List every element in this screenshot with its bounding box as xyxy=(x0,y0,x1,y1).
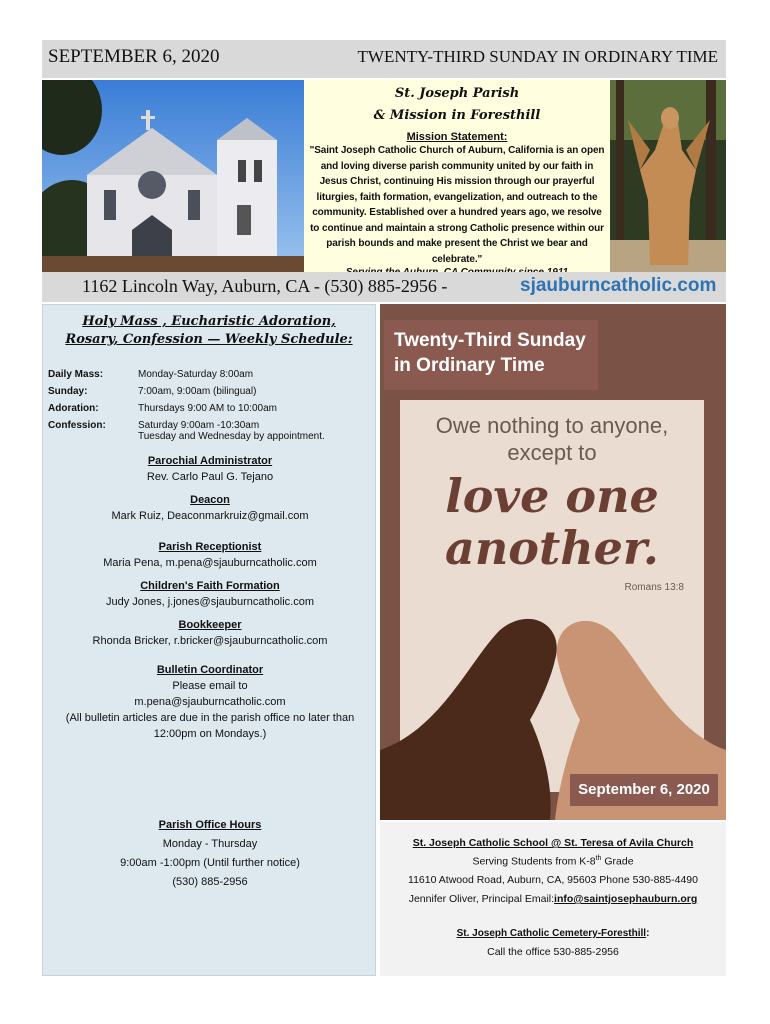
poster-date: September 6, 2020 xyxy=(570,774,718,806)
schedule-label: Confession: xyxy=(48,420,106,431)
staff-detail: Rhonda Bricker, r.bricker@sjauburncatholic.com xyxy=(92,635,328,647)
poster-quote-main xyxy=(400,470,704,574)
staff-role: Parochial Administrator xyxy=(147,455,273,467)
poster-title xyxy=(384,320,598,390)
schedule-column xyxy=(42,304,376,976)
office-hours-time: 9:00am -1:00pm (Until further notice) xyxy=(120,857,300,869)
school-grades xyxy=(380,855,726,868)
principal-label: Jennifer Oliver, Principal Email: xyxy=(408,893,555,905)
mission-name: & Mission in Foresthill xyxy=(373,108,541,123)
schedule-value: 7:00am, 9:00am (bilingual) xyxy=(138,386,257,397)
staff-deacon xyxy=(43,492,377,524)
mission-statement-box xyxy=(304,80,610,272)
parish-name: St. Joseph Parish xyxy=(394,86,520,101)
schedule-value: Tuesday and Wednesday by appointment. xyxy=(138,431,325,442)
staff-role: Deacon xyxy=(190,494,230,506)
cemetery-call: Call the office 530-885-2956 xyxy=(487,946,619,958)
poster-verse: Romans 13:8 xyxy=(624,582,684,593)
schedule-value: Thursdays 9:00 AM to 10:00am xyxy=(138,403,277,414)
bulletin-header xyxy=(42,40,726,78)
schedule-label: Sunday: xyxy=(48,386,88,397)
office-days: Monday - Thursday xyxy=(162,838,258,850)
poster-card xyxy=(400,400,704,792)
staff-faith-formation xyxy=(43,578,377,610)
cemetery-name: St. Joseph Catholic Cemetery-Foresthill xyxy=(456,928,647,939)
quote-line3: love one xyxy=(445,469,659,523)
office-phone: (530) 885-2956 xyxy=(172,876,248,888)
address-bar xyxy=(42,272,726,302)
principal-email-link[interactable]: info@saintjosephauburn.org xyxy=(554,893,698,905)
church-photo xyxy=(42,80,304,272)
staff-role: Bookkeeper xyxy=(178,619,242,631)
sunday-poster xyxy=(380,304,726,820)
mission-statement-text: "Saint Joseph Catholic Church of Auburn, California is an open and loving diverse parish community united by our faith in Jesus Christ, continuing His mission through our prayerful liturgies, faith formation, evangelization, and outreach to the community. Established over a hundred years ago, we resolve to continue and maintain a strong Catholic presence within our parish bounds and make present the Christ we bear and celebrate." xyxy=(309,145,605,265)
staff-role: Children's Faith Formation xyxy=(140,580,280,592)
office-hours xyxy=(43,816,377,892)
staff-detail: Rev. Carlo Paul G. Tejano xyxy=(146,471,274,483)
staff-detail: m.pena@sjauburncatholic.com xyxy=(134,696,286,708)
staff-role: Parish Receptionist xyxy=(158,541,262,553)
staff-parochial-administrator xyxy=(43,453,377,485)
quote-line1: Owe nothing to anyone, xyxy=(435,413,669,438)
staff-bulletin-coordinator xyxy=(43,662,377,742)
staff-receptionist xyxy=(43,539,377,571)
school-info-box xyxy=(380,822,726,976)
quote-line2: except to xyxy=(507,440,597,465)
school-principal xyxy=(380,893,726,905)
school-grades-sup: th xyxy=(595,855,602,862)
staff-bookkeeper xyxy=(43,617,377,649)
staff-detail: Mark Ruiz, Deaconmarkruiz@gmail.com xyxy=(111,510,309,522)
cemetery-colon: : xyxy=(646,928,650,939)
cemetery-title xyxy=(380,928,726,939)
schedule-label: Daily Mass: xyxy=(48,369,104,380)
school-address: 11610 Atwood Road, Auburn, CA, 95603 Phone 530-885-4490 xyxy=(408,874,698,886)
website-link[interactable]: sjauburncatholic.com xyxy=(520,275,717,296)
staff-detail: (All bulletin articles are due in the parish office no later than xyxy=(65,712,355,724)
liturgical-day: TWENTY-THIRD SUNDAY IN ORDINARY TIME xyxy=(357,47,718,66)
schedule-value: Monday-Saturday 8:00am xyxy=(138,369,254,380)
poster-quote-top xyxy=(400,412,704,466)
poster-title-line2: in Ordinary Time xyxy=(394,355,545,376)
schedule-title-line2: Rosary, Confession — Weekly Schedule: xyxy=(65,332,353,347)
school-grades-text: Serving Students from K-8 xyxy=(472,855,596,868)
office-hours-title: Parish Office Hours xyxy=(158,819,262,831)
parish-address: 1162 Lincoln Way, Auburn, CA - (530) 885-2956 - xyxy=(82,276,448,296)
staff-detail: Maria Pena, m.pena@sjauburncatholic.com xyxy=(103,557,317,569)
poster-title-line1: Twenty-Third Sunday xyxy=(394,330,586,351)
staff-detail: Please email to xyxy=(172,680,248,692)
schedule-value: Saturday 9:00am -10:30am xyxy=(138,420,260,431)
staff-detail: 12:00pm on Mondays.) xyxy=(153,728,267,740)
school-title: St. Joseph Catholic School @ St. Teresa of Avila Church xyxy=(412,837,694,849)
schedule-title-line1: Holy Mass , Eucharistic Adoration, xyxy=(82,314,336,329)
staff-role: Bulletin Coordinator xyxy=(156,664,264,676)
staff-detail: Judy Jones, j.jones@sjauburncatholic.com xyxy=(105,596,315,608)
mission-statement-title: Mission Statement: xyxy=(406,131,508,143)
school-grades-suffix: Grade xyxy=(601,855,634,868)
bulletin-date: SEPTEMBER 6, 2020 xyxy=(48,46,220,67)
schedule-label: Adoration: xyxy=(48,403,99,414)
statue-photo xyxy=(610,80,726,272)
quote-line4: another. xyxy=(445,521,659,575)
